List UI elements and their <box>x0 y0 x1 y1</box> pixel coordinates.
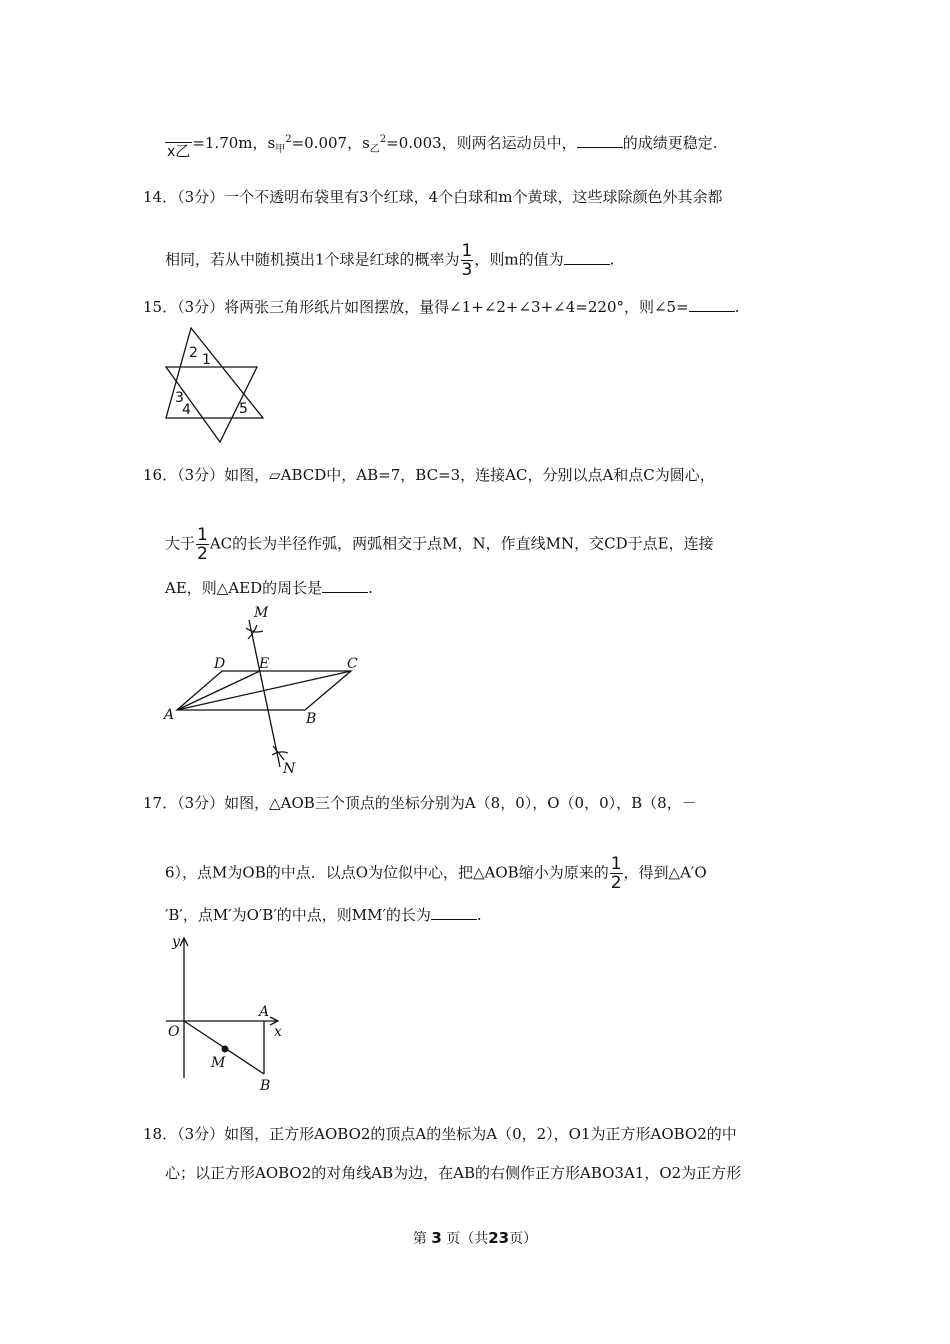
q15-line1: 15．（3分）将两张三角形纸片如图摆放，量得∠1+∠2+∠3+∠4=220°，则∠5= . <box>143 298 740 316</box>
label-b: B <box>260 1078 271 1094</box>
total-pages: 23 <box>488 1229 510 1247</box>
q16-parallelogram-figure <box>160 602 370 777</box>
q13-tail-line: x乙 =1.70m，$s_甲^2=0.007$，$s_乙^2=0.003$，则两名运动员中， 的成绩更稳定. <box>167 134 718 160</box>
label-y: y <box>172 934 180 950</box>
answer-blank <box>431 905 477 920</box>
arc-mark-n <box>272 746 288 760</box>
answer-blank <box>322 578 368 593</box>
label-x: x <box>274 1024 282 1040</box>
answer-blank <box>564 250 610 265</box>
fraction: $\frac{1}{2}$ <box>197 525 208 564</box>
segment-ae <box>177 671 260 710</box>
label-m: M <box>211 1055 226 1071</box>
line-mn <box>249 620 280 767</box>
answer-blank <box>577 133 623 148</box>
point-m <box>222 1046 229 1053</box>
angle-label-1: 1 <box>202 352 211 368</box>
q14-line1: 14．（3分）一个不透明布袋里有3个红球，4个白球和m个黄球，这些球除颜色外其余都 <box>143 188 723 206</box>
fraction: $\frac{1}{2}$ <box>610 854 622 893</box>
angle-label-5: 5 <box>239 401 248 417</box>
q15-triangles-figure <box>160 322 270 447</box>
q16-line3: AE，则△AED的周长是 . <box>165 579 373 597</box>
q17-coordinate-figure <box>160 930 300 1095</box>
angle-label-4: 4 <box>182 402 191 418</box>
label-d: D <box>214 656 226 672</box>
q18-line1: 18．（3分）如图，正方形AOBO2的顶点A的坐标为A（0，2），O1为正方形AOBO2的中 <box>143 1125 737 1143</box>
label-m: M <box>254 605 269 621</box>
label-n: N <box>283 761 296 777</box>
q16-line1: 16．（3分）如图，▱ABCD中，AB=7，BC=3，连接AC，分别以点A和点C为圆心， <box>143 466 715 484</box>
q18-line2: 心；以正方形AOBO2的对角线AB为边，在AB的右侧作正方形ABO3A1，O2为正方形 <box>165 1164 742 1182</box>
label-a: A <box>164 707 175 723</box>
q14-line2: 相同，若从中随机摸出1个球是红球的概率为 $\frac{1}{3}$ ，则m的值为 . <box>165 241 615 280</box>
label-a: A <box>259 1004 270 1020</box>
arc-mark-m <box>246 625 263 639</box>
xbar-symbol: x乙 <box>167 142 191 160</box>
label-c: C <box>347 656 358 672</box>
page-footer: 第 3 页（共23页） <box>412 1229 538 1247</box>
q17-line1: 17．（3分）如图，△AOB三个顶点的坐标分别为A（8，0），O（0，0），B（8，－ <box>143 794 697 812</box>
label-e: E <box>259 656 270 672</box>
angle-label-2: 2 <box>189 345 198 361</box>
fraction: $\frac{1}{3}$ <box>461 241 473 280</box>
answer-blank <box>689 297 735 312</box>
angle-label-3: 3 <box>175 390 184 406</box>
label-o: O <box>168 1024 180 1040</box>
q17-line3: ′B′，点M′为O′B′的中点，则MM′的长为 . <box>165 906 482 924</box>
q17-line2: 6），点M为OB的中点．以点O为位似中心，把△AOB缩小为原来的 $\frac{1}{2}$ ，得到△A′O <box>165 854 707 893</box>
page-number: 3 <box>431 1229 442 1247</box>
label-b: B <box>306 711 317 727</box>
q16-line2: 大于 $\frac{1}{2}$ AC的长为半径作弧，两弧相交于点M，N，作直线MN，交CD于点E，连接 <box>165 525 714 564</box>
